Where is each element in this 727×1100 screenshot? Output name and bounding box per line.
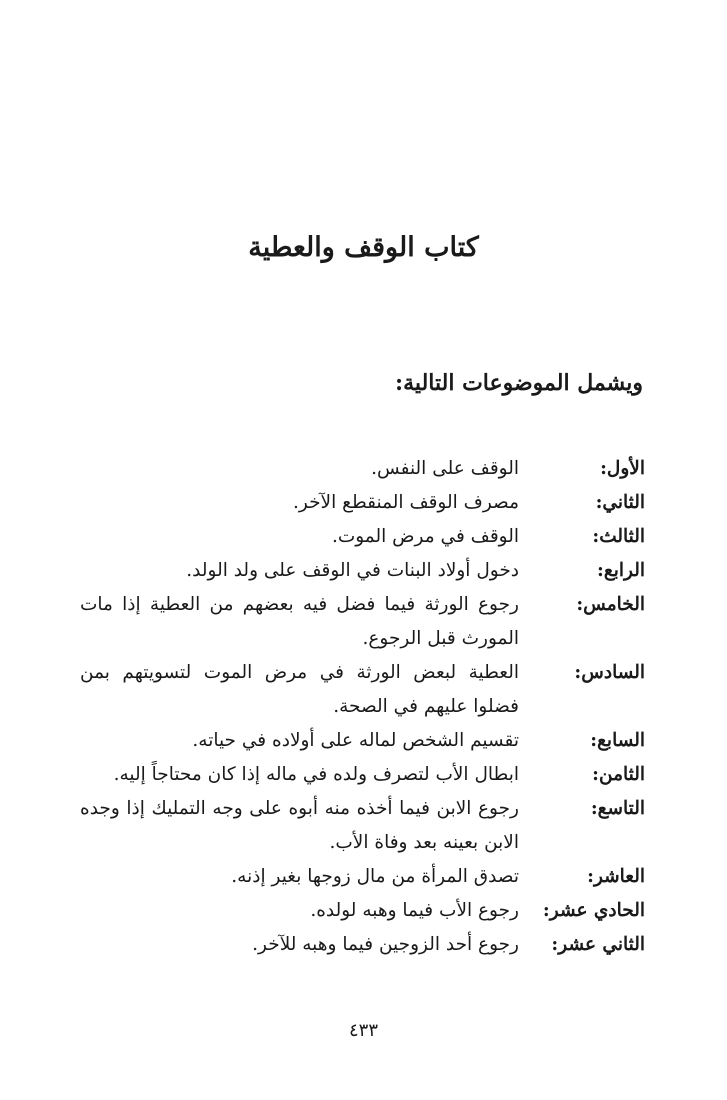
- topic-text: رجوع الابن فيما أخذه منه أبوه على وجه التمليك إذا وجده الابن بعينه بعد وفاة الأب.: [80, 798, 519, 853]
- topic-item: [80, 792, 645, 860]
- topic-label: الثالث:: [592, 526, 645, 547]
- topic-label: السادس:: [574, 662, 645, 683]
- topic-text: الوقف في مرض الموت.: [331, 526, 519, 547]
- topic-item: [80, 758, 645, 792]
- page-number: ٤٣٣: [348, 1020, 378, 1041]
- topic-label: الثاني:: [595, 492, 645, 513]
- topic-text: تصدق المرأة من مال زوجها بغير إذنه.: [231, 866, 519, 887]
- topic-item: [80, 588, 645, 656]
- topic-label: الثاني عشر:: [551, 934, 645, 955]
- topic-label: التاسع:: [590, 798, 645, 819]
- topic-label: الثامن:: [592, 764, 645, 785]
- topic-item: [80, 860, 645, 894]
- topic-item: [80, 486, 645, 520]
- topic-text: مصرف الوقف المنقطع الآخر.: [293, 492, 519, 513]
- topic-item: [80, 724, 645, 758]
- topic-label: الخامس:: [576, 594, 645, 615]
- topic-item: [80, 520, 645, 554]
- topic-label: الرابع:: [597, 560, 645, 581]
- topic-item: [80, 554, 645, 588]
- topic-text: الوقف على النفس.: [371, 458, 519, 479]
- topic-text: ابطال الأب لتصرف ولده في ماله إذا كان محتاجاً إليه.: [113, 764, 519, 785]
- topic-text: رجوع الأب فيما وهبه لولده.: [310, 900, 519, 921]
- topic-item: [80, 656, 645, 724]
- topics-list: [80, 452, 645, 962]
- topic-text: العطية لبعض الورثة في مرض الموت لتسويتهم بمن فضلوا عليهم في الصحة.: [80, 662, 519, 717]
- topic-item: [80, 452, 645, 486]
- chapter-title: كتاب الوقف والعطية: [248, 232, 479, 263]
- topic-text: رجوع الورثة فيما فضل فيه بعضهم من العطية إذا مات المورث قبل الرجوع.: [80, 594, 519, 649]
- topic-text: تقسيم الشخص لماله على أولاده في حياته.: [192, 730, 519, 751]
- topic-label: الحادي عشر:: [542, 900, 645, 921]
- topic-item: [80, 928, 645, 962]
- topic-text: دخول أولاد البنات في الوقف على ولد الولد.: [186, 560, 519, 581]
- topic-text: رجوع أحد الزوجين فيما وهبه للآخر.: [252, 934, 519, 955]
- topic-label: السابع:: [590, 730, 645, 751]
- topics-intro: ويشمل الموضوعات التالية:: [395, 370, 643, 396]
- topic-item: [80, 894, 645, 928]
- topic-label: الأول:: [600, 458, 645, 479]
- topic-label: العاشر:: [587, 866, 645, 887]
